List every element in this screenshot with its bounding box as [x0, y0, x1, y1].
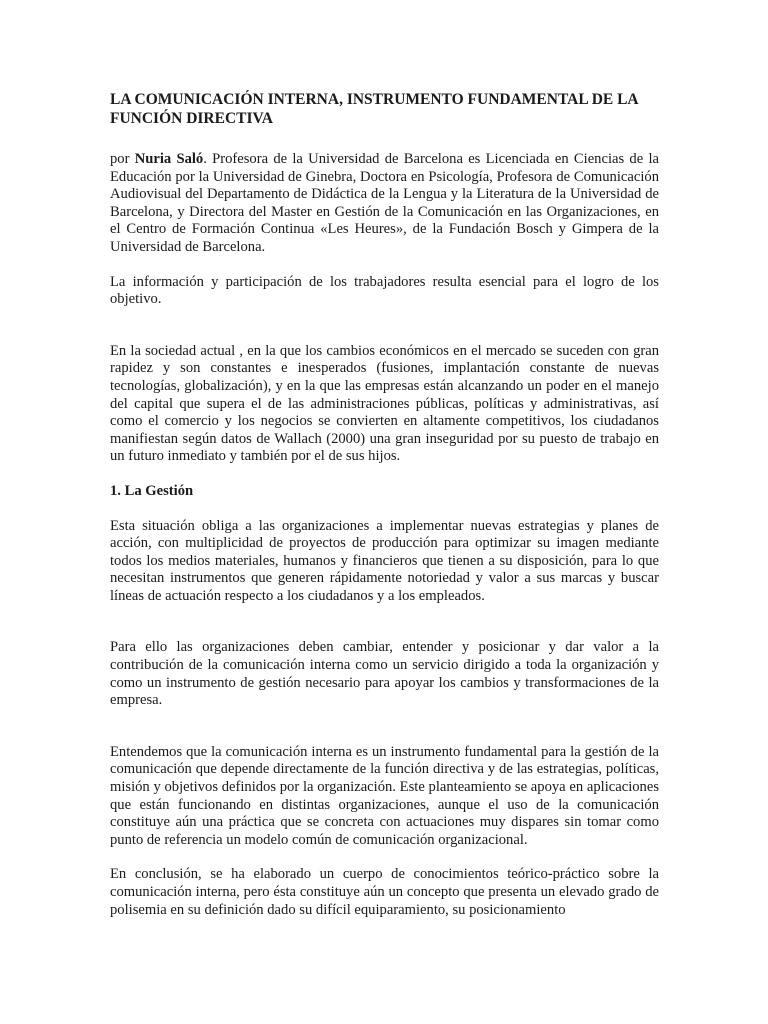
- intro-paragraph: La información y participación de los trabajadores resulta esencial para el logro de los objetivo.: [110, 273, 659, 308]
- author-bio: . Profesora de la Universidad de Barcelona es Licenciada en Ciencias de la Educación por la Universidad de Ginebra, Doctora en Psicología, Profesora de Comunicación Audiovisual del Departamento de Didáctica de la Lengua y la Literatura de la Universidad de Barcelona, y Directora del Master en Gestión de la Comunicación en las Organizaciones, en el Centro de Formación Continua «Les Heures», de la Fundación Bosch y Gimpera de la Universidad de Barcelona.: [110, 151, 659, 255]
- conclusion-paragraph: En conclusión, se ha elaborado un cuerpo de conocimientos teórico-práctico sobre la comunicación interna, pero ésta constituye aún un concepto que presenta un elevado grado de polisemia en su definición dado su difícil equiparamiento, su posicionamiento: [110, 866, 659, 918]
- byline-paragraph: [110, 151, 659, 257]
- document-title: LA COMUNICACIÓN INTERNA, INSTRUMENTO FUNDAMENTAL DE LA FUNCIÓN DIRECTIVA: [110, 91, 638, 127]
- cambiar-paragraph: Para ello las organizaciones deben cambiar, entender y posicionar y dar valor a la contribución de la comunicación interna como un servicio dirigido a toda la organización y como un instrumento de gestión necesario para apoyar los cambios y transformaciones de la empresa.: [110, 639, 659, 709]
- sociedad-paragraph: En la sociedad actual , en la que los cambios económicos en el mercado se suceden con gran rapidez y son constantes e inesperados (fusiones, implantación constante de nuevas tecnologías, globalización), y en la que las empresas están alcanzando un poder en el manejo del capital que supera el de las administraciones públicas, políticas y administrativas, así como el comercio y los negocios se convierten en altamente competitivos, los ciudadanos manifiestan según datos de Wallach (2000) una gran inseguridad por su puesto de trabajo en un futuro inmediato y también por el de sus hijos.: [110, 342, 659, 465]
- entendemos-paragraph: Entendemos que la comunicación interna es un instrumento fundamental para la gestión de la comunicación que depende directamente de la función directiva y de las estrategias, políticas, misión y objetivos definidos por la organización. Este planteamiento se apoya en aplicaciones que están funcionando en distintas organizaciones, aunque el uso de la comunicación constituye aún una práctica que se concreta con actuaciones muy dispares sin tomar como punto de referencia un modelo común de comunicación organizacional.: [110, 743, 659, 848]
- document-page: [110, 90, 659, 919]
- situacion-paragraph: Esta situación obliga a las organizaciones a implementar nuevas estrategias y planes de acción, con multiplicidad de proyectos de producción para optimizar su imagen mediante todos los medios materiales, humanos y financieros que tienen a su disposición, para lo que necesitan instrumentos que generen rápidamente notoriedad y valor a sus marcas y buscar líneas de actuación respecto a los ciudadanos y a los empleados.: [110, 517, 659, 604]
- section-heading-gestion: 1. La Gestión: [110, 482, 194, 499]
- byline-prefix: por: [110, 151, 135, 167]
- author-name: Nuria Saló: [134, 151, 204, 167]
